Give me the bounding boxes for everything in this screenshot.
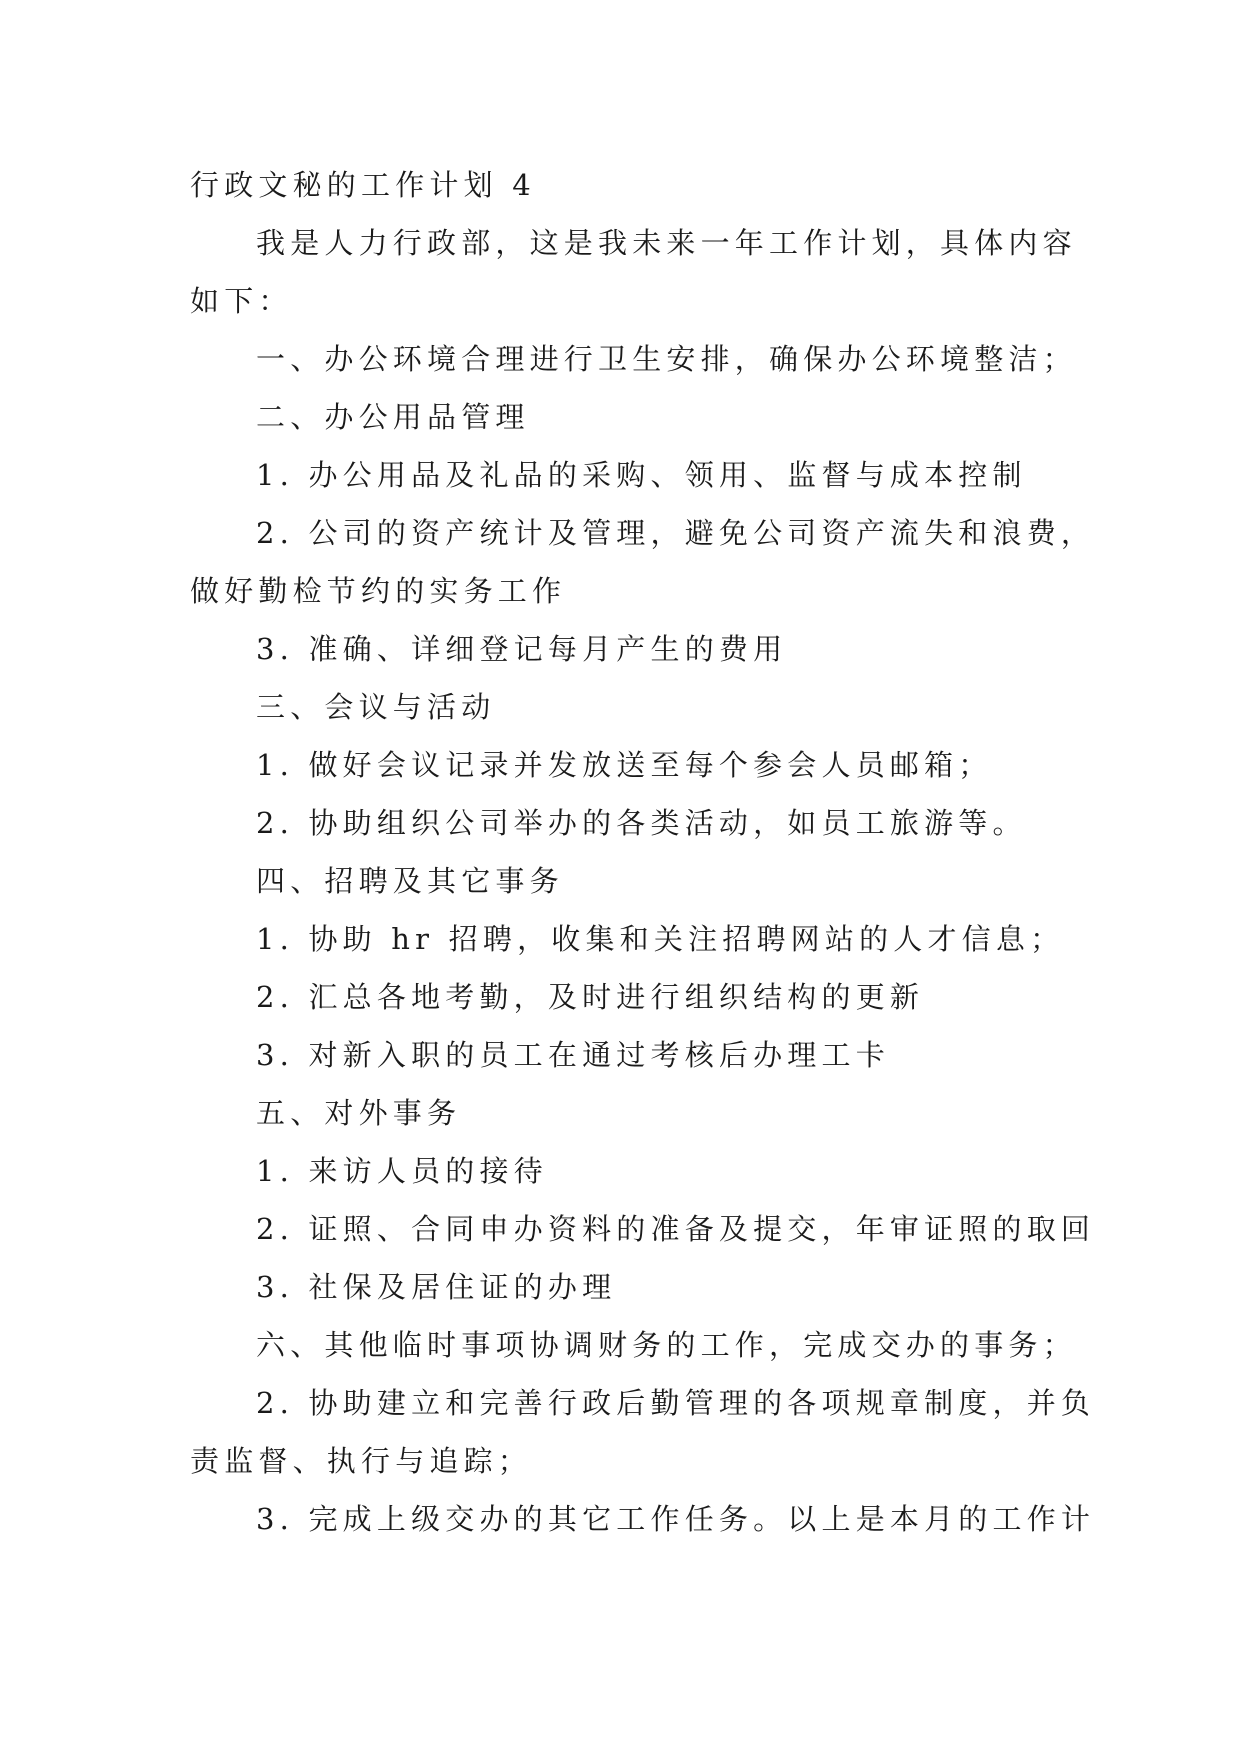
section-heading: 二、办公用品管理: [256, 400, 530, 434]
list-item: 1. 协助 hr 招聘，收集和关注招聘网站的人才信息；: [256, 922, 1065, 956]
list-item: 3. 完成上级交办的其它工作任务。以上是本月的工作计: [256, 1502, 1096, 1536]
list-item-continuation: 做好勤检节约的实务工作: [190, 574, 567, 608]
list-item: 1. 办公用品及礼品的采购、领用、监督与成本控制: [256, 458, 1027, 492]
list-item: 2. 协助建立和完善行政后勤管理的各项规章制度，并负: [256, 1386, 1096, 1420]
list-item: 3. 对新入职的员工在通过考核后办理工卡: [256, 1038, 890, 1072]
document-title: 行政文秘的工作计划 4: [190, 168, 536, 202]
list-item: 1. 做好会议记录并发放送至每个参会人员邮箱；: [256, 748, 993, 782]
list-item: 1. 来访人员的接待: [256, 1154, 548, 1188]
list-item: 2. 汇总各地考勤，及时进行组织结构的更新: [256, 980, 925, 1014]
list-item: 2. 证照、合同申办资料的准备及提交，年审证照的取回: [256, 1212, 1096, 1246]
list-item: 3. 社保及居住证的办理: [256, 1270, 617, 1304]
section-heading: 一、办公环境合理进行卫生安排，确保办公环境整洁；: [256, 342, 1077, 376]
list-item: 2. 公司的资产统计及管理，避免公司资产流失和浪费，: [256, 516, 1096, 550]
list-item: 3. 准确、详细登记每月产生的费用: [256, 632, 788, 666]
paragraph-line: 我是人力行政部，这是我未来一年工作计划，具体内容: [256, 226, 1077, 260]
list-item: 2. 协助组织公司举办的各类活动，如员工旅游等。: [256, 806, 1027, 840]
section-heading: 五、对外事务: [256, 1096, 462, 1130]
section-heading: 三、会议与活动: [256, 690, 496, 724]
list-item-continuation: 责监督、执行与追踪；: [190, 1444, 533, 1478]
paragraph-line: 如下：: [190, 284, 293, 318]
section-heading: 六、其他临时事项协调财务的工作，完成交办的事务；: [256, 1328, 1077, 1362]
section-heading: 四、招聘及其它事务: [256, 864, 564, 898]
